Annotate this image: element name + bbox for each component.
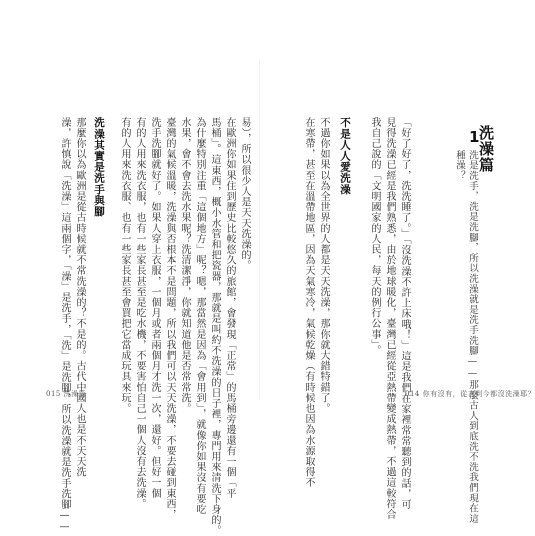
right-para2-line-1: 不過你如果以為全世界的人都是天天洗澡，那你就大錯特錯了。 bbox=[318, 117, 329, 414]
right-para1-line-2: 見得洗澡已經是我們熟悉，由於地球暖化，臺灣已經從亞熱帶變成熱帶，不過這較符合 bbox=[384, 117, 395, 520]
left-para3-line-5: 水果，會不會去洗水果呢？洗清潔淨，你就知道他是否常常洗。 bbox=[179, 117, 190, 414]
left-para3-line-9: 有的人用來洗衣服、也有一些家長甚至會買把它當成玩具來玩。 bbox=[119, 117, 130, 414]
left-para3-line-2: 在歐洲你如果住到歷史比較悠久的旅館，會發現「正常」的馬桶旁邊還有一個「平 bbox=[224, 117, 235, 499]
chapter-title: 洗澡篇 bbox=[477, 125, 495, 173]
right-para1-line-1: 「好了好了，洗洗睡了。」「沒洗澡不許上床哦！」這是我們在家裡常常聽到的話，可 bbox=[399, 117, 410, 510]
right-para2-line-2: 在寒帶，甚至在溫帶地區，因為天氣寒冷，氣候乾燥（有時候也因為水源取得不 bbox=[303, 117, 314, 488]
section-title-2: 洗澡其實是洗手與腳 bbox=[93, 117, 105, 217]
left-page-folio: 015 洗澡篇 bbox=[46, 390, 87, 398]
right-para1-line-3: 我自己說的「文明國家的人民，每天的例行公事」。 bbox=[369, 117, 380, 356]
chapter-number: 1 bbox=[469, 128, 480, 146]
page-gutter bbox=[259, 60, 260, 400]
left-para3-line-3: 馬桶」。這東西，概小水管和把瓷器，那就是叫約不洗澡的日子裡，專門用來清洗下身的。 bbox=[209, 117, 220, 536]
epigraph-line-1: 洗是洗手，洗是洗腳，所以洗澡就是洗手洗腳——那麼古人到底洗不洗我們現在這 bbox=[467, 150, 478, 524]
section-title-1: 不是人人愛洗澡 bbox=[339, 117, 351, 195]
left-para3-line-6: 臺灣的氣候溫暖，洗澡與否根本不是問題，所以我們可以天天洗澡，不要去碰到東西， bbox=[164, 117, 175, 520]
left-para4-line-2: 澡，許慎說「洗澡」這兩個字，「澡」是洗手，「洗」是洗腳，所以洗澡就是洗手洗腳—— bbox=[59, 117, 70, 533]
left-para3-line-4: 為什麼特別注重「這個地方」呢？嗯，那當然是因為「會用到」，就像你如果沒有要吃 bbox=[194, 117, 205, 515]
left-para3-line-1: 易），所以很少人是天天洗澡的。 bbox=[239, 117, 250, 271]
left-para4-line-1: 那麼你以為歐洲是從古時候就不常洗澡的？不是的。古代中國人也是不天天洗 bbox=[74, 117, 85, 478]
right-page-folio: 014 你有沒有，從古到今都沒洗澡耶？ bbox=[405, 390, 535, 398]
left-para3-line-7: 洗手洗腳就好了。如果人穿上衣服，一個月或者兩個月才洗一次，還好。但好一個 bbox=[149, 117, 160, 499]
epigraph-line-2: 種澡？ bbox=[454, 150, 465, 181]
left-para3-line-8: 有的人用來洗衣服，也有一些家長甚至是吃水機，不要害怕自己一個人沒有去洗澡。 bbox=[134, 117, 145, 510]
